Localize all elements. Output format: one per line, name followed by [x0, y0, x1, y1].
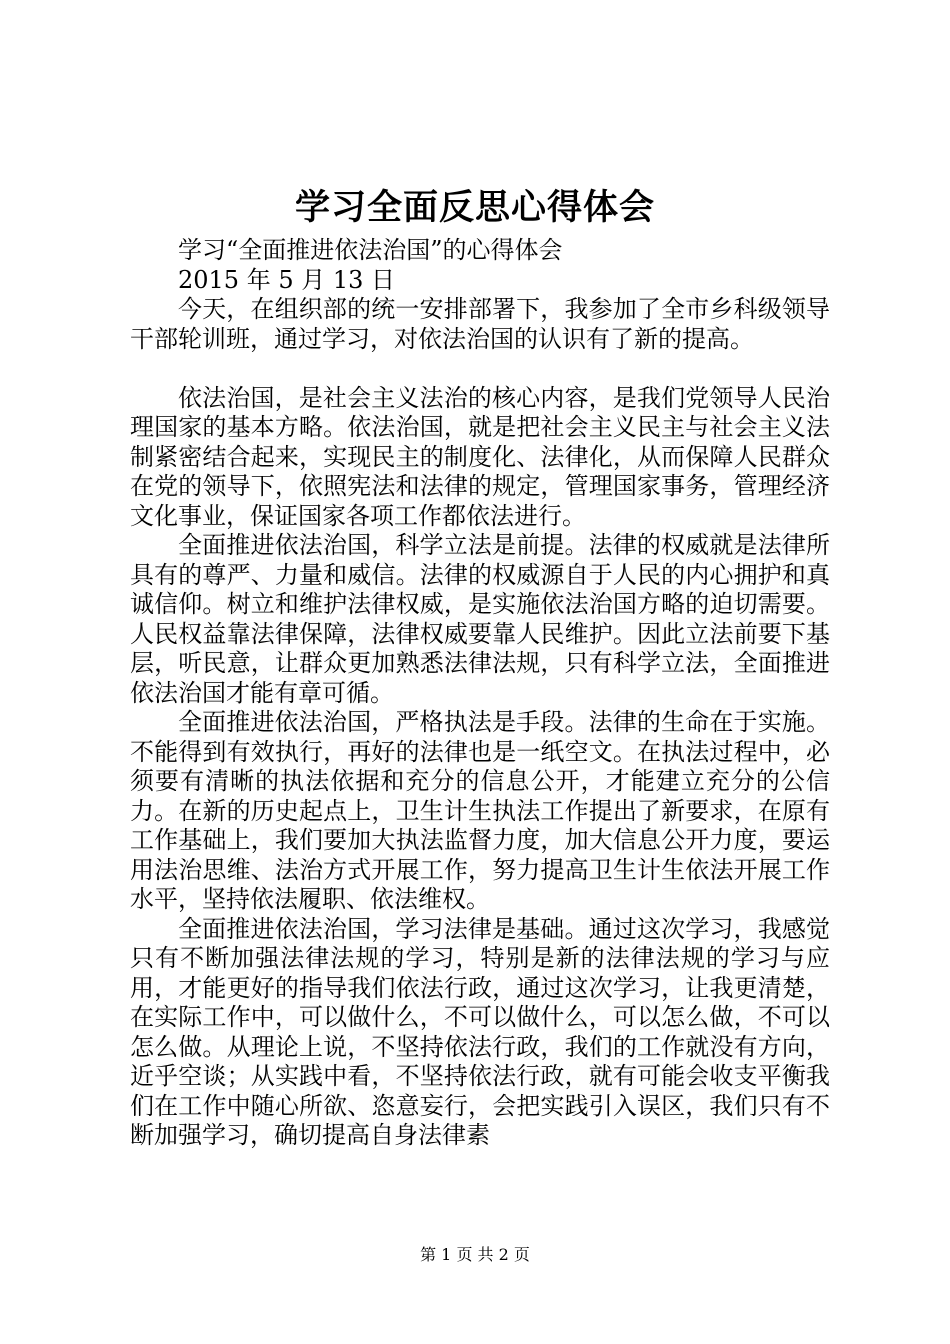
document-body [130, 236, 830, 1151]
document-title: 学习全面反思心得体会 [294, 187, 655, 228]
document-subtitle: 学习“全面推进依法治国”的心得体会 [178, 236, 563, 264]
paragraph-enforcement: 全面推进依法治国，严格执法是手段。法律的生命在于实施。不能得到有效执行，再好的法律也是一纸空文。在执法过程中，必须要有清晰的执法依据和充分的信息公开，才能建立充分的公信力。在新的历史起点上，卫生计生执法工作提出了新要求，在原有工作基础上，我们要加大执法监督力度，加大信息公开力度，要运用法治思维、法治方式开展工作，努力提高卫生计生依法开展工作水平，坚持依法履职、依法维权。 [130, 708, 830, 913]
paragraph-rule-of-law: 依法治国，是社会主义法治的核心内容，是我们党领导人民治理国家的基本方略。依法治国，就是把社会主义民主与社会主义法制紧密结合起来，实现民主的制度化、法律化，从而保障人民群众在党的领导下，依照宪法和法律的规定，管理国家事务，管理经济文化事业，保证国家各项工作都依法进行。 [130, 383, 830, 530]
page-footer: 第 1 页 共 2 页 [420, 1245, 530, 1264]
paragraph-intro: 今天，在组织部的统一安排部署下，我参加了全市乡科级领导干部轮训班，通过学习，对依法治国的认识有了新的提高。 [130, 295, 830, 353]
document-date: 2015 年 5 月 13 日 [178, 265, 396, 294]
paragraph-legislation: 全面推进依法治国，科学立法是前提。法律的权威就是法律所具有的尊严、力量和威信。法律的权威源自于人民的内心拥护和真诚信仰。树立和维护法律权威，是实施依法治国方略的迫切需要。人民权益靠法律保障，法律权威要靠人民维护。因此立法前要下基层，听民意，让群众更加熟悉法律法规，只有科学立法，全面推进依法治国才能有章可循。 [130, 531, 830, 707]
paragraph-learning: 全面推进依法治国，学习法律是基础。通过这次学习，我感觉只有不断加强法律法规的学习，特别是新的法律法规的学习与应用，才能更好的指导我们依法行政，通过这次学习，让我更清楚，在实际工作中，可以做什么，不可以做什么，可以怎么做，不可以怎么做。从理论上说，不坚持依法行政，我们的工作就没有方向，近乎空谈；从实践中看，不坚持依法行政，就有可能会收支平衡我们在工作中随心所欲、恣意妄行，会把实践引入误区，我们只有不断加强学习，确切提高自身法律素 [130, 914, 830, 1149]
